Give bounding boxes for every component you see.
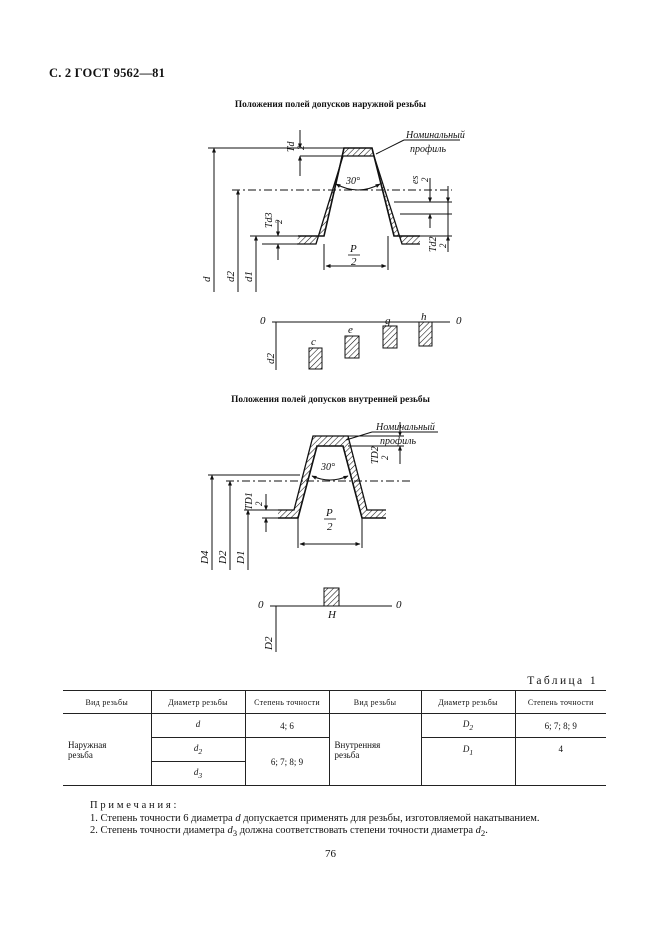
col-header: Степень точности (515, 691, 606, 714)
dim-D1: D1 (235, 550, 247, 564)
pitch-num: P (350, 243, 357, 255)
tol-es-den: 2 (420, 177, 430, 182)
dim-d1: d1 (243, 271, 255, 282)
tol-td2-internal-num: TD2 (370, 446, 381, 464)
internal-zero-right: 0 (396, 599, 402, 611)
notes-block (90, 800, 610, 840)
zone-e-rect (345, 336, 359, 358)
thread-type-internal: Внутренняя резьба (329, 714, 421, 786)
col-header: Диаметр резьбы (151, 691, 245, 714)
diameter-cell: $D_1$ (421, 738, 515, 786)
nominal-profile-outline (298, 148, 420, 236)
diameter-cell: $d_2$ (151, 738, 245, 762)
tol-es-num: es (410, 175, 421, 184)
zone-g-rect (383, 326, 397, 348)
dim-D4: D4 (199, 550, 211, 564)
diameter-cell: $D_2$ (421, 714, 515, 738)
angle-label: 30° (346, 176, 360, 187)
col-header: Вид резьбы (63, 691, 151, 714)
tol-td2-num: Td2 (428, 236, 439, 252)
tolerance-zone-hatch (297, 148, 420, 244)
profile-label-1: Номинальный (406, 130, 465, 141)
axis-d2: d2 (265, 353, 277, 364)
col-header: Вид резьбы (329, 691, 421, 714)
accuracy-cell: 6; 7; 8; 9 (515, 714, 606, 738)
internal-angle-label: 30° (321, 462, 335, 473)
tol-td2-den: 2 (438, 243, 448, 248)
figure1-title: Положения полей допусков наружной резьбы (234, 100, 427, 110)
zone-g: g (385, 315, 391, 327)
tol-td1-num: TD1 (244, 492, 255, 510)
table-caption: Таблица 1 (527, 675, 598, 687)
page-header: С. 2 ГОСТ 9562—81 (49, 66, 166, 80)
accuracy-cell: 4; 6 (245, 714, 329, 738)
figure2-title: Положения полей допусков внутренней резьбы (231, 395, 430, 405)
dim-d: d (201, 276, 213, 282)
external-thread-diagram (0, 112, 661, 382)
tol-td3-den: 2 (274, 219, 284, 224)
table-header-row (63, 691, 606, 714)
dim-d2: d2 (225, 271, 237, 282)
zero-left: 0 (260, 315, 266, 327)
tol-td3-num: Td3 (264, 212, 275, 228)
internal-thread-diagram (0, 418, 661, 658)
zero-right: 0 (456, 315, 462, 327)
accuracy-table (63, 690, 606, 786)
internal-zero-left: 0 (258, 599, 264, 611)
zone-H: H (328, 609, 336, 621)
zone-h: h (421, 311, 427, 323)
thread-type-external: Наружная резьба (63, 714, 151, 786)
zone-H-rect (324, 588, 339, 606)
zone-c: c (311, 336, 316, 348)
internal-pitch-den: 2 (327, 521, 333, 533)
note-2: 2. Степень точности диаметра $d_3$ должна соответствовать степени точности диаметра $d_2$. (90, 825, 488, 839)
col-header: Степень точности (245, 691, 329, 714)
note-1: 1. Степень точности 6 диаметра d допускается применять для резьбы, изготовляемой накатыванием. (90, 812, 540, 824)
notes-heading: Примечания: (90, 800, 180, 811)
diameter-cell: $d_3$ (151, 762, 245, 786)
tol-td-num: Td (286, 141, 297, 152)
accuracy-cell: 4 (515, 738, 606, 786)
zone-e: e (348, 324, 353, 336)
pitch-den: 2 (351, 256, 357, 268)
tol-td1-den: 2 (254, 501, 264, 506)
zone-c-rect (309, 348, 322, 369)
profile-label-2: профиль (410, 144, 447, 155)
diameter-cell: d (151, 714, 245, 738)
dim-D2: D2 (217, 550, 229, 564)
internal-profile-label-2: профиль (380, 436, 417, 447)
page-number: 76 (325, 848, 336, 860)
col-header: Диаметр резьбы (421, 691, 515, 714)
tol-td-den: 2 (296, 145, 306, 150)
tol-td2-internal-den: 2 (380, 455, 390, 460)
internal-profile-label-1: Номинальный (376, 422, 435, 433)
internal-pitch-num: P (326, 507, 333, 519)
table-row (63, 714, 606, 738)
zone-h-rect (419, 322, 432, 346)
axis-D2: D2 (263, 636, 275, 650)
accuracy-cell: 6; 7; 8; 9 (245, 738, 329, 786)
